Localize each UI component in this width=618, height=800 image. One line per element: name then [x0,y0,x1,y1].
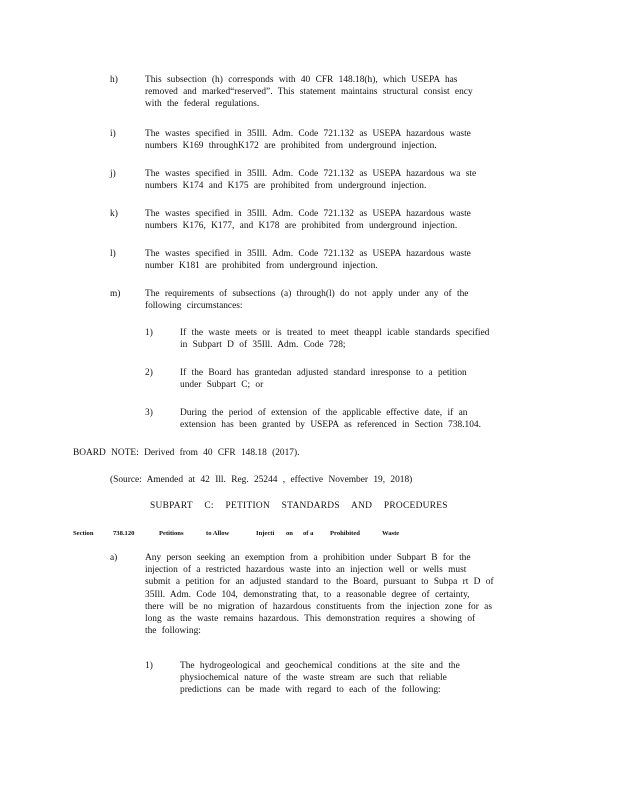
paragraph-line: During the period of extension of the applicable effective date, if an [180,408,468,418]
paragraph-line: extension has been granted by USEPA as referenced in Section 738.104. [180,420,481,431]
paragraph-line: submit a petition for an adjusted standard to the Board, pursuant to Subpa rt D of [145,577,494,588]
paragraph-line: Any person seeking an exemption from a prohibition under Subpart B for the [145,553,471,563]
paragraph-label: l) [110,249,116,259]
paragraph-line: there will be no migration of hazardous constituents from the injection zone for as [145,601,492,612]
paragraph-line: The wastes specified in 35Ill. Adm. Code 721.132 as USEPA hazardous waste [145,209,471,219]
paragraph-line: the following: [145,626,201,637]
paragraph-line: The wastes specified in 35Ill. Adm. Code 721.132 as USEPA hazardous waste [145,129,471,139]
subparagraph-label: 2) [145,368,153,378]
subparagraph-label: 1) [145,661,153,671]
board-note: BOARD NOTE: Derived from 40 CFR 148.18 (2017). [73,448,300,458]
paragraph-label: h) [110,75,118,85]
paragraph-line: removed and marked“reserved”. This statement maintains structural consist ency [145,87,473,98]
paragraph-line: under Subpart C; or [180,380,264,391]
paragraph-line: If the waste meets or is treated to meet theappl icable standards specified [180,328,490,338]
paragraph-line: numbers K176, K177, and K178 are prohibited from underground injection. [145,221,458,232]
section-number-label: Section [73,530,94,537]
paragraph-line: The requirements of subsections (a) through(l) do not apply under any of the [145,289,469,299]
section-title-word: Injecti [256,530,275,537]
source-note: (Source: Amended at 42 Ill. Reg. 25244 , effective November 19, 2018) [110,475,413,485]
paragraph-line: If the Board has grantedan adjusted standard inresponse to a petition [180,368,467,378]
section-title-word: of a [303,530,314,537]
section-title-word: Petitions [159,530,184,537]
paragraph-label: i) [110,129,116,139]
paragraph-label: j) [110,169,116,179]
paragraph-line: 35Ill. Adm. Code 104, demonstrating that, to a reasonable degree of certainty, [145,589,470,600]
paragraph-line: The wastes specified in 35Ill. Adm. Code 721.132 as USEPA hazardous waste [145,249,471,259]
subparagraph-label: 1) [145,328,153,338]
paragraph-line: number K181 are prohibited from underground injection. [145,261,378,272]
paragraph-label: a) [110,553,118,563]
paragraph-label: k) [110,209,118,219]
section-title [73,528,433,538]
paragraph-line: long as the waste remains hazardous. This demonstration requires a showing of [145,614,476,625]
paragraph-line: with the federal regulations. [145,99,260,110]
subpart-heading: SUBPART C: PETITION STANDARDS AND PROCEDURES [150,501,448,511]
paragraph-line: The hydrogeological and geochemical conditions at the site and the [180,661,460,671]
paragraph-line: numbers K174 and K175 are prohibited from underground injection. [145,181,427,192]
section-number: 738.120 [113,530,135,537]
section-title-word: to Allow [206,530,230,537]
section-title-word: Waste [382,530,400,537]
paragraph-label: m) [110,289,121,299]
paragraph-line: numbers K169 throughK172 are prohibited from underground injection. [145,141,437,152]
section-title-word: on [286,530,293,537]
subparagraph-label: 3) [145,408,153,418]
paragraph-line: following circumstances: [145,301,243,312]
paragraph-line: in Subpart D of 35Ill. Adm. Code 728; [180,340,346,351]
paragraph-line: The wastes specified in 35Ill. Adm. Code 721.132 as USEPA hazardous wa ste [145,169,477,179]
section-title-word: Prohibited [330,530,360,537]
paragraph-line: injection of a restricted hazardous waste into an injection well or wells must [145,565,467,576]
paragraph-line: predictions can be made with regard to each of the following: [180,685,441,696]
paragraph-line: This subsection (h) corresponds with 40 CFR 148.18(h), which USEPA has [145,75,458,85]
paragraph-line: physiochemical nature of the waste stream are such that reliable [180,673,447,684]
